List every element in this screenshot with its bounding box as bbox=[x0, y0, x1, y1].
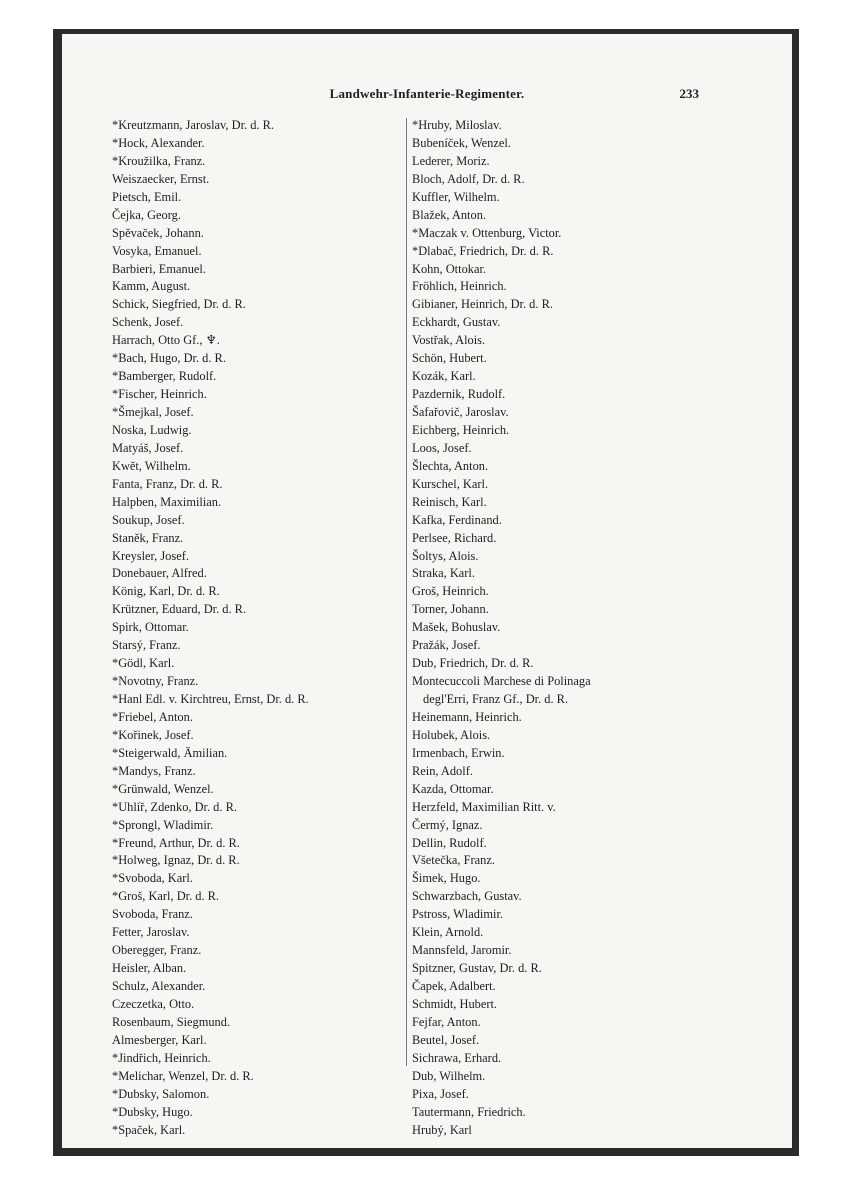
name-entry: Barbieri, Emanuel. bbox=[112, 261, 206, 276]
name-entry: Pixa, Josef. bbox=[412, 1086, 469, 1101]
name-entry: Starsý, Franz. bbox=[112, 638, 181, 653]
name-entry: *Maczak v. Ottenburg, Victor. bbox=[412, 225, 562, 240]
name-entry: Spěvaček, Johann. bbox=[112, 225, 204, 240]
name-entry: *Dlabač, Friedrich, Dr. d. R. bbox=[412, 243, 554, 258]
name-entry: Dub, Wilhelm. bbox=[412, 1068, 486, 1083]
name-entry: Gibianer, Heinrich, Dr. d. R. bbox=[412, 297, 553, 312]
name-entry: *Uhlíř, Zdenko, Dr. d. R. bbox=[112, 799, 237, 814]
name-entry: Hrubý, Karl bbox=[412, 1122, 472, 1137]
name-entry: Herzfeld, Maximilian Ritt. v. bbox=[412, 799, 556, 814]
name-entry: Mašek, Bohuslav. bbox=[412, 620, 501, 635]
name-entry: Dub, Friedrich, Dr. d. R. bbox=[412, 656, 534, 671]
name-entry: Montecuccoli Marchese di Polinaga bbox=[412, 674, 591, 689]
name-entry: Kozák, Karl. bbox=[412, 369, 476, 384]
name-entry: Reinisch, Karl. bbox=[412, 494, 487, 509]
name-entry: Soukup, Josef. bbox=[112, 512, 185, 527]
name-entry: Kwět, Wilhelm. bbox=[112, 458, 191, 473]
name-entry: Schwarzbach, Gustav. bbox=[412, 889, 522, 904]
name-entry: Krützner, Eduard, Dr. d. R. bbox=[112, 602, 247, 617]
name-entry: Kohn, Ottokar. bbox=[412, 261, 486, 276]
name-entry: Almesberger, Karl. bbox=[112, 1032, 207, 1047]
name-entry: *Hruby, Miloslav. bbox=[412, 118, 502, 132]
name-entry: Pstross, Wladimir. bbox=[412, 907, 503, 922]
name-entry: Rein, Adolf. bbox=[412, 763, 473, 778]
name-entry: *Novotny, Franz. bbox=[112, 674, 199, 689]
name-entry: Bloch, Adolf, Dr. d. R. bbox=[412, 171, 525, 186]
name-entry: *Fischer, Heinrich. bbox=[112, 387, 207, 402]
name-entry: *Hanl Edl. v. Kirchtreu, Ernst, Dr. d. R. bbox=[112, 692, 309, 706]
name-entry: Čapek, Adalbert. bbox=[412, 979, 496, 993]
name-entry: König, Karl, Dr. d. R. bbox=[112, 584, 220, 599]
name-entry: Irmenbach, Erwin. bbox=[412, 745, 505, 760]
name-entry: Spitzner, Gustav, Dr. d. R. bbox=[412, 961, 542, 976]
name-entry: *Bamberger, Rudolf. bbox=[112, 369, 217, 384]
name-entry: *Šmejkal, Josef. bbox=[112, 405, 194, 419]
name-entry: Vostřak, Alois. bbox=[412, 333, 486, 348]
name-entry: Pazdernik, Rudolf. bbox=[412, 387, 506, 402]
name-entry: *Kroužilka, Franz. bbox=[112, 153, 206, 168]
name-entry: *Kořinek, Josef. bbox=[112, 727, 194, 742]
name-entry: Fetter, Jaroslav. bbox=[112, 925, 190, 940]
name-entry: Fejfar, Anton. bbox=[412, 1014, 481, 1029]
name-entry: Šimek, Hugo. bbox=[412, 871, 481, 886]
name-entry: Matyáš, Josef. bbox=[112, 440, 184, 455]
name-entry: *Groš, Karl, Dr. d. R. bbox=[112, 889, 220, 904]
name-entry: Eichberg, Heinrich. bbox=[412, 422, 510, 437]
running-title: Landwehr-Infanterie-Regimenter. bbox=[329, 86, 525, 101]
name-entry: *Friebel, Anton. bbox=[112, 709, 193, 724]
name-entry: Kreysler, Josef. bbox=[112, 548, 189, 563]
name-entry: Schick, Siegfried, Dr. d. R. bbox=[112, 297, 246, 312]
name-entry: *Dubsky, Hugo. bbox=[112, 1104, 193, 1119]
name-entry: *Holweg, Ignaz, Dr. d. R. bbox=[112, 853, 240, 868]
name-entry: Bubeníček, Wenzel. bbox=[412, 135, 511, 150]
name-entry: Schmidt, Hubert. bbox=[412, 996, 498, 1011]
name-entry: Heinemann, Heinrich. bbox=[412, 709, 522, 724]
name-entry: *Dubsky, Salomon. bbox=[112, 1086, 210, 1101]
name-entry: Šafařovič, Jaroslav. bbox=[412, 405, 509, 419]
name-entry: Beutel, Josef. bbox=[412, 1032, 480, 1047]
name-entry: Šlechta, Anton. bbox=[412, 458, 489, 473]
name-entry: Noska, Ludwig. bbox=[112, 422, 192, 437]
name-entry: Blažek, Anton. bbox=[412, 207, 486, 222]
name-entry: Šoltys, Alois. bbox=[412, 548, 479, 563]
name-entry: Čejka, Georg. bbox=[112, 207, 181, 222]
name-entry: Perlsee, Richard. bbox=[412, 530, 497, 545]
name-entry: *Spaček, Karl. bbox=[112, 1122, 186, 1137]
name-entry: *Svoboda, Karl. bbox=[112, 871, 193, 886]
name-entry: Straka, Karl. bbox=[412, 566, 475, 581]
name-list-left bbox=[112, 117, 404, 1139]
name-entry: Torner, Johann. bbox=[412, 602, 489, 617]
name-entry: Kamm, August. bbox=[112, 279, 191, 294]
name-entry: Staněk, Franz. bbox=[112, 530, 184, 545]
name-entry: *Gödl, Karl. bbox=[112, 656, 175, 671]
name-entry: Donebauer, Alfred. bbox=[112, 566, 207, 581]
name-entry: Schulz, Alexander. bbox=[112, 979, 206, 993]
name-entry: *Hock, Alexander. bbox=[112, 135, 205, 150]
name-entry: Pražák, Josef. bbox=[412, 638, 481, 653]
name-entry: *Melichar, Wenzel, Dr. d. R. bbox=[112, 1068, 254, 1083]
name-entry: Schön, Hubert. bbox=[412, 351, 487, 366]
name-entry: Vosyka, Emanuel. bbox=[112, 243, 202, 258]
name-entry: Oberegger, Franz. bbox=[112, 943, 202, 958]
name-entry: Dellin, Rudolf. bbox=[412, 835, 487, 850]
name-entry: Rosenbaum, Siegmund. bbox=[112, 1014, 231, 1029]
name-entry: *Kreutzmann, Jaroslav, Dr. d. R. bbox=[112, 118, 274, 132]
name-entry: Kafka, Ferdinand. bbox=[412, 512, 502, 527]
name-entry: Holubek, Alois. bbox=[412, 727, 491, 742]
column-divider bbox=[406, 118, 407, 1066]
name-entry: Svoboda, Franz. bbox=[112, 907, 193, 922]
name-entry: Schenk, Josef. bbox=[112, 315, 184, 330]
name-entry: Kurschel, Karl. bbox=[412, 476, 489, 491]
name-entry: degl'Erri, Franz Gf., Dr. d. R. bbox=[423, 692, 569, 706]
name-entry: Harrach, Otto Gf., ♆. bbox=[112, 333, 220, 348]
name-entry: *Mandys, Franz. bbox=[112, 763, 196, 778]
name-entry: Spirk, Ottomar. bbox=[112, 620, 189, 635]
name-entry: Czeczetka, Otto. bbox=[112, 996, 195, 1011]
name-entry: *Sprongl, Wladimir. bbox=[112, 817, 214, 832]
name-entry: *Steigerwald, Ämilian. bbox=[112, 745, 228, 760]
name-entry: Kuffler, Wilhelm. bbox=[412, 189, 500, 204]
name-entry: *Bach, Hugo, Dr. d. R. bbox=[112, 351, 226, 366]
name-entry: Halpben, Maximilian. bbox=[112, 494, 222, 509]
page-header bbox=[62, 86, 792, 106]
name-entry: Pietsch, Emil. bbox=[112, 189, 182, 204]
name-entry: Čermý, Ignaz. bbox=[412, 817, 483, 832]
name-entry: Groš, Heinrich. bbox=[412, 584, 489, 599]
name-entry: Heisler, Alban. bbox=[112, 961, 187, 976]
name-list-right bbox=[409, 117, 709, 1139]
document-page bbox=[62, 34, 792, 1148]
name-entry: *Grünwald, Wenzel. bbox=[112, 781, 214, 796]
name-entry: Fröhlich, Heinrich. bbox=[412, 279, 507, 294]
name-entry: Fanta, Franz, Dr. d. R. bbox=[112, 476, 223, 491]
page-number: 233 bbox=[679, 86, 699, 101]
name-entry: Mannsfeld, Jaromir. bbox=[412, 943, 512, 958]
name-entry: *Freund, Arthur, Dr. d. R. bbox=[112, 835, 240, 850]
name-entry: Eckhardt, Gustav. bbox=[412, 315, 501, 330]
name-entry: *Jindřich, Heinrich. bbox=[112, 1050, 211, 1065]
name-entry: Loos, Josef. bbox=[412, 440, 472, 455]
name-entry: Klein, Arnold. bbox=[412, 925, 484, 940]
name-entry: Všetečka, Franz. bbox=[412, 853, 495, 868]
name-entry: Tautermann, Friedrich. bbox=[412, 1104, 526, 1119]
name-entry: Kazda, Ottomar. bbox=[412, 781, 494, 796]
name-entry: Sichrawa, Erhard. bbox=[412, 1050, 502, 1065]
name-entry: Lederer, Moriz. bbox=[412, 153, 490, 168]
name-entry: Weiszaecker, Ernst. bbox=[112, 171, 210, 186]
